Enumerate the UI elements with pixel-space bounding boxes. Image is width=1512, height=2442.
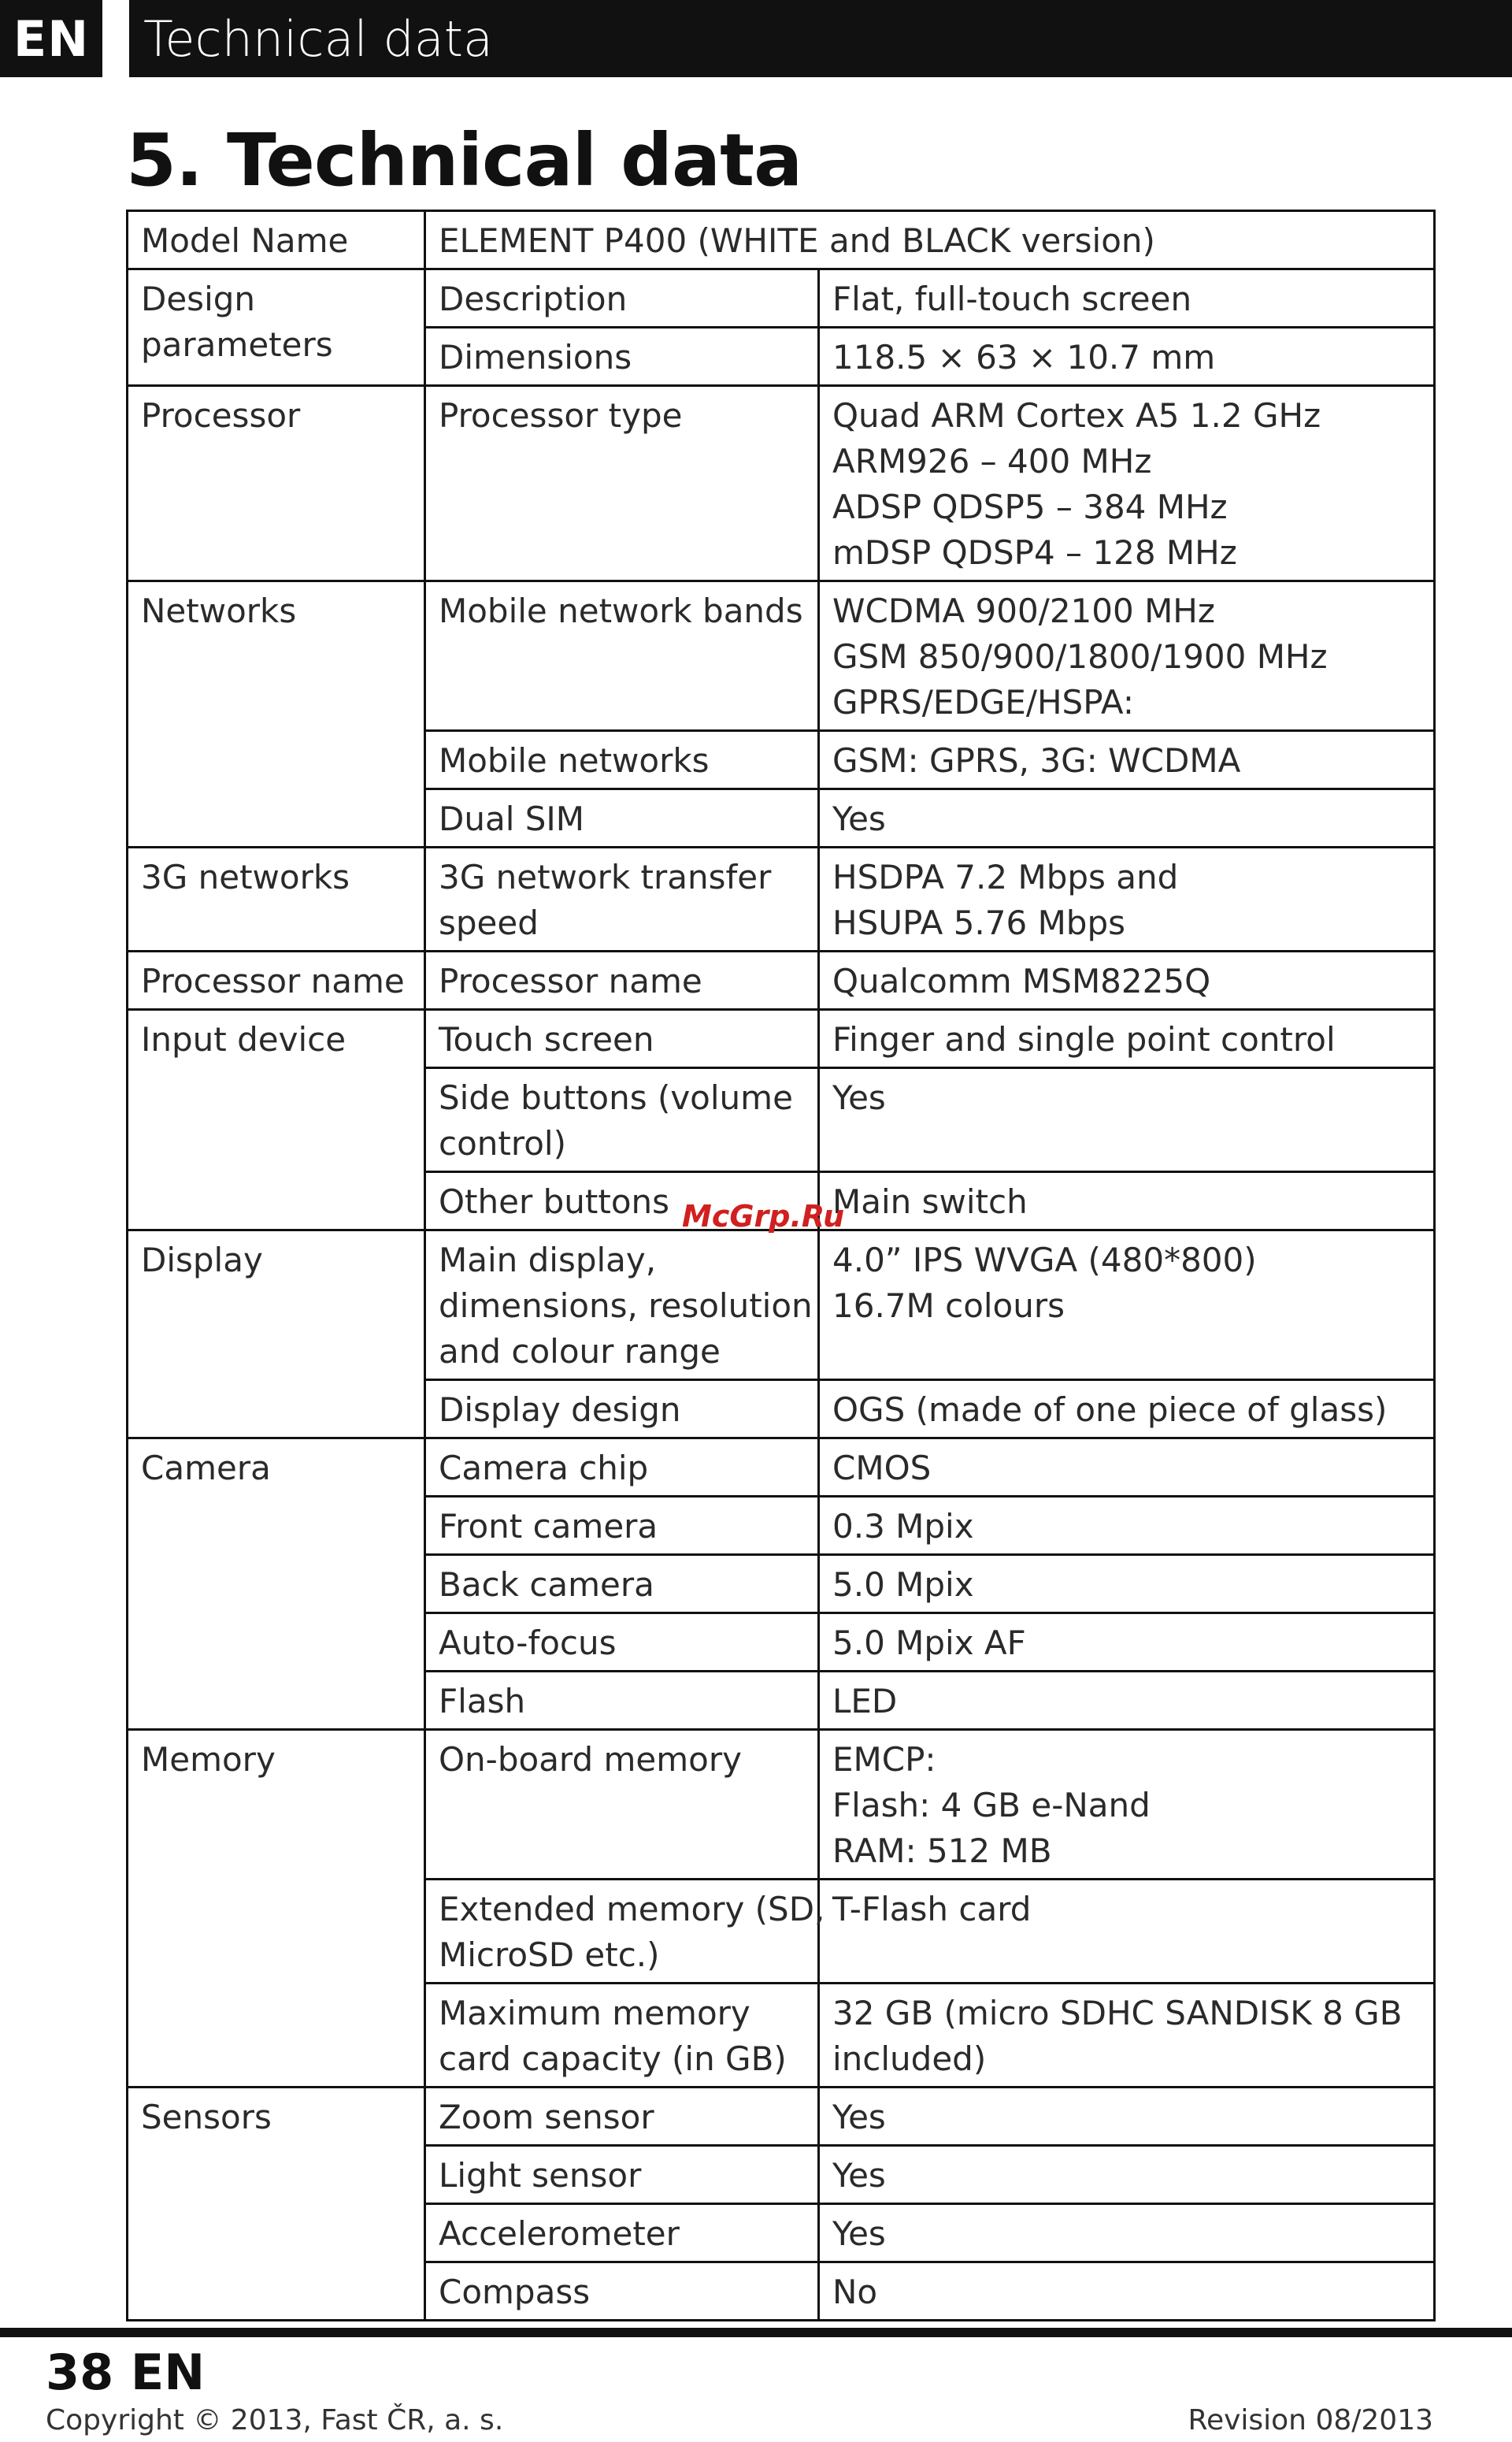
section-header: Technical data [129, 0, 1512, 77]
value-line: HSUPA 5.76 Mbps [832, 904, 1126, 942]
spec-name [425, 1230, 819, 1380]
spec-name [425, 1880, 825, 1984]
spec-name: Other buttons [425, 1172, 819, 1230]
table-row [128, 1230, 1435, 1380]
value-line: 16.7M colours [832, 1286, 1065, 1325]
revision-label: Revision 08/2013 [1188, 2404, 1433, 2436]
name-line: Extended memory (SD, [439, 1890, 825, 1928]
label-line: parameters [141, 325, 333, 364]
name-line: control) [439, 1124, 566, 1163]
spec-value: Qualcomm MSM8225Q [819, 952, 1435, 1010]
name-line: card capacity (in GB) [439, 2039, 787, 2078]
spec-name: Processor type [425, 386, 819, 581]
spec-value [819, 1230, 1435, 1380]
spec-value: Finger and single point control [819, 1010, 1435, 1068]
spec-name: Flash [425, 1672, 819, 1730]
spec-name: Dual SIM [425, 789, 819, 848]
table-row [128, 386, 1435, 581]
spec-name: Touch screen [425, 1010, 819, 1068]
spec-name: Auto-focus [425, 1613, 819, 1672]
spec-value: LED [819, 1672, 1435, 1730]
group-label: Processor name [128, 952, 425, 1010]
group-label: Processor [128, 386, 425, 581]
table-row [128, 1730, 1435, 1880]
name-line: MicroSD etc.) [439, 1935, 660, 1974]
spec-name: Front camera [425, 1497, 819, 1555]
spec-name [425, 848, 819, 952]
spec-value: Yes [819, 2088, 1435, 2146]
value-line: EMCP: [832, 1740, 936, 1779]
spec-value: Yes [819, 2146, 1435, 2204]
group-label: Memory [128, 1730, 425, 2088]
spec-value [819, 581, 1435, 731]
value-line: GSM 850/900/1800/1900 MHz [832, 637, 1328, 676]
group-label [128, 269, 425, 386]
spec-value: Flat, full-touch screen [819, 269, 1435, 328]
spec-value: Main switch [819, 1172, 1435, 1230]
language-badge: EN [0, 0, 102, 77]
spec-value: Yes [819, 789, 1435, 848]
spec-name: Zoom sensor [425, 2088, 819, 2146]
spec-value: CMOS [819, 1438, 1435, 1497]
spec-value: 5.0 Mpix AF [819, 1613, 1435, 1672]
group-label: Model Name [128, 211, 425, 269]
name-line: Maximum memory [439, 1994, 750, 2032]
value-line: HSDPA 7.2 Mbps and [832, 858, 1179, 896]
table-row [128, 848, 1435, 952]
value-line: included) [832, 2039, 987, 2078]
group-label: Camera [128, 1438, 425, 1730]
table-row [128, 1438, 1435, 1497]
group-label: Networks [128, 581, 425, 848]
spec-name [425, 1068, 819, 1172]
spec-value: No [819, 2262, 1435, 2321]
spec-value: 0.3 Mpix [819, 1497, 1435, 1555]
value-line: ADSP QDSP5 – 384 MHz [832, 488, 1228, 526]
value-line: ARM926 – 400 MHz [832, 442, 1152, 481]
technical-data-table [126, 210, 1436, 2321]
spec-name: Back camera [425, 1555, 819, 1613]
group-label: Sensors [128, 2088, 425, 2321]
spec-name: Camera chip [425, 1438, 819, 1497]
spec-value [819, 1984, 1435, 2088]
spec-value: GSM: GPRS, 3G: WCDMA [819, 731, 1435, 789]
watermark: McGrp.Ru [682, 1199, 845, 1234]
spec-value: Yes [819, 1068, 1435, 1172]
value-line: mDSP QDSP4 – 128 MHz [832, 533, 1237, 572]
group-label: 3G networks [128, 848, 425, 952]
page-number: 38 EN [46, 2344, 206, 2401]
top-bar [0, 0, 1512, 77]
name-line: Side buttons (volume [439, 1078, 793, 1117]
spec-name: On-board memory [425, 1730, 819, 1880]
spec-value: OGS (made of one piece of glass) [819, 1380, 1435, 1438]
value-line: RAM: 512 MB [832, 1832, 1052, 1870]
value-line: GPRS/EDGE/HSPA: [832, 683, 1135, 722]
spec-name: Dimensions [425, 328, 819, 386]
name-line: dimensions, resolution [439, 1286, 813, 1325]
spec-name: Processor name [425, 952, 819, 1010]
spec-name: Compass [425, 2262, 819, 2321]
spec-value: T-Flash card [819, 1880, 1435, 1984]
spec-name: Light sensor [425, 2146, 819, 2204]
value-line: 4.0” IPS WVGA (480*800) [832, 1241, 1257, 1279]
spec-name: Mobile networks [425, 731, 819, 789]
spec-value: 5.0 Mpix [819, 1555, 1435, 1613]
name-line: Main display, [439, 1241, 657, 1279]
spec-name: Accelerometer [425, 2204, 819, 2262]
value-line: Flash: 4 GB e-Nand [832, 1786, 1151, 1824]
copyright-notice: Copyright © 2013, Fast ČR, a. s. [46, 2404, 504, 2436]
value-line: Quad ARM Cortex A5 1.2 GHz [832, 396, 1321, 435]
value-line: WCDMA 900/2100 MHz [832, 592, 1215, 630]
spec-name: Display design [425, 1380, 819, 1438]
label-line: Design [141, 280, 256, 318]
group-label: Input device [128, 1010, 425, 1230]
table-row [128, 269, 1435, 328]
name-line: speed [439, 904, 539, 942]
footer-divider [0, 2328, 1512, 2337]
spec-value [819, 1730, 1435, 1880]
name-line: and colour range [439, 1332, 721, 1371]
value-line: 32 GB (micro SDHC SANDISK 8 GB [832, 1994, 1403, 2032]
table-row [128, 581, 1435, 731]
spec-value [819, 386, 1435, 581]
spec-value: Yes [819, 2204, 1435, 2262]
spec-value: ELEMENT P400 (WHITE and BLACK version) [425, 211, 1435, 269]
spec-name: Mobile network bands [425, 581, 819, 731]
spec-value [819, 848, 1435, 952]
spec-name [425, 1984, 819, 2088]
group-label: Display [128, 1230, 425, 1438]
spec-value: 118.5 × 63 × 10.7 mm [819, 328, 1435, 386]
page-title: 5. Technical data [126, 118, 802, 202]
spec-name: Description [425, 269, 819, 328]
table-row [128, 952, 1435, 1010]
table-row [128, 1010, 1435, 1068]
table-row [128, 2088, 1435, 2146]
name-line: 3G network transfer [439, 858, 772, 896]
table-row [128, 211, 1435, 269]
